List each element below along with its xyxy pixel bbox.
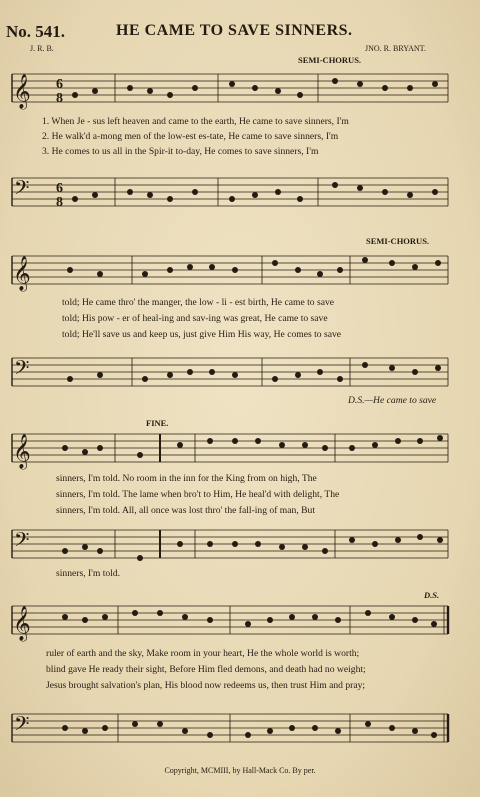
svg-text:6: 6 (56, 77, 63, 92)
verse-2-line: told; His pow - er of heal-ing and sav-ing was great, He came to save (62, 313, 328, 324)
svg-text:8: 8 (56, 91, 63, 106)
svg-text:𝄞: 𝄞 (13, 435, 31, 468)
verse-2-line: sinners, I'm told. The lame when bro't to Him, He heal'd with delight, The (56, 489, 340, 500)
bass-staff (0, 706, 480, 752)
verse-3-line: 3. He comes to us all in the Spir-it to-day, He comes to save sinners, I'm (42, 146, 319, 157)
svg-text:𝄢: 𝄢 (14, 714, 30, 740)
ds-instruction: D.S.—He came to save (348, 395, 437, 406)
svg-text:𝄢: 𝄢 (14, 530, 30, 556)
svg-text:𝄢: 𝄢 (14, 358, 30, 384)
hymn-number: No. 541. (6, 22, 66, 41)
verse-1-line: sinners, I'm told. No room in the inn for the King from on high, The (56, 473, 317, 484)
bass-staff (0, 522, 480, 568)
svg-text:𝄢: 𝄢 (14, 178, 30, 204)
semi-chorus-marking: SEMI-CHORUS. (366, 236, 430, 246)
fine-marking: FINE. (146, 418, 169, 428)
author-credit: J. R. B. (30, 44, 54, 53)
verse-2-line: 2. He walk'd a-mong men of the low-est es-tate, He came to save sinners, I'm (42, 131, 339, 142)
verse-1-line: ruler of earth and the sky, Make room in your heart, He the whole world is worth; (46, 648, 360, 659)
verse-1-line: 1. When Je - sus left heaven and came to the earth, He came to save sinners, I'm (42, 116, 349, 127)
bass-staff (0, 168, 480, 216)
verse-3-line: Jesus brought salvation's plan, His blood now redeems us, then trust Him and pray; (46, 680, 366, 691)
copyright-notice: Copyright, MCMIII, by Hall-Mack Co. By per. (164, 766, 316, 775)
treble-staff (0, 428, 480, 474)
svg-text:𝄞: 𝄞 (13, 607, 31, 640)
tail-lyric: sinners, I'm told. (56, 568, 121, 579)
treble-staff (0, 600, 480, 646)
verse-3-line: sinners, I'm told. All, all once was lost thro' the fall-ing of man, But (56, 505, 315, 516)
svg-text:8: 8 (56, 195, 63, 210)
treble-staff (0, 250, 480, 296)
composer-credit: JNO. R. BRYANT. (365, 44, 426, 53)
svg-text:𝄞: 𝄞 (13, 75, 31, 108)
ds-marking: D.S. (424, 590, 440, 600)
bass-staff (0, 350, 480, 396)
hymn-title: HE CAME TO SAVE SINNERS. (116, 22, 353, 39)
verse-2-line: blind gave He ready their sight, Before Him fled demons, and death had no weight; (46, 664, 366, 675)
svg-text:6: 6 (56, 181, 63, 196)
verse-3-line: told; He'll save us and keep us, just give Him His way, He comes to save (62, 329, 342, 340)
semi-chorus-marking: SEMI-CHORUS. (298, 55, 362, 65)
treble-staff (0, 66, 480, 114)
svg-text:𝄞: 𝄞 (13, 257, 31, 290)
verse-1-line: told; He came thro' the manger, the low - li - est birth, He came to save (62, 297, 335, 308)
